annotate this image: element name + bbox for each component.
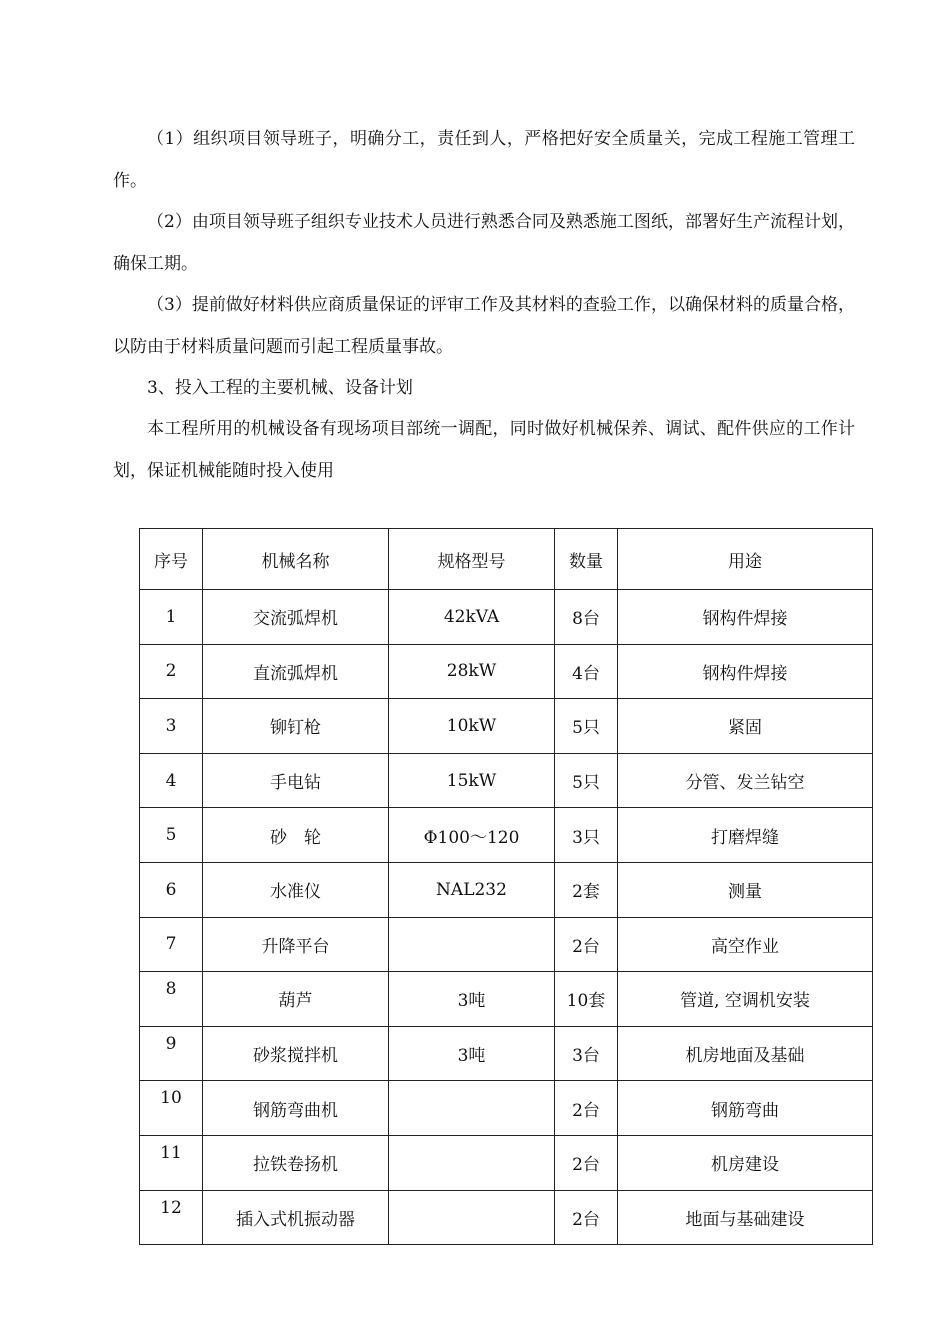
cell-index: 1 [140, 590, 203, 645]
cell-quantity: 2台 [555, 1135, 618, 1190]
cell-spec: 15kW [389, 753, 555, 808]
header-quantity: 数量 [555, 529, 618, 590]
table-row [140, 1081, 873, 1136]
table-row [140, 1135, 873, 1190]
table-row [140, 699, 873, 754]
cell-index: 6 [140, 862, 203, 917]
cell-machine-name: 插入式机振动器 [203, 1190, 389, 1245]
cell-quantity: 2台 [555, 1081, 618, 1136]
cell-quantity: 2台 [555, 1190, 618, 1245]
cell-machine-name: 砂 轮 [203, 808, 389, 863]
cell-quantity: 4台 [555, 644, 618, 699]
table-row [140, 972, 873, 1027]
cell-machine-name: 钢筋弯曲机 [203, 1081, 389, 1136]
cell-spec: Φ100～120 [389, 808, 555, 863]
intro-paragraph: 本工程所用的机械设备有现场项目部统一调配，同时做好机械保养、调试、配件供应的工作计划，保证机械能随时投入使用 [113, 419, 855, 481]
table-row [140, 808, 873, 863]
cell-index: 8 [140, 972, 203, 1027]
cell-machine-name: 砂浆搅拌机 [203, 1026, 389, 1081]
cell-spec: 3吨 [389, 972, 555, 1027]
cell-machine-name: 升降平台 [203, 917, 389, 972]
paragraph-1: （1）组织项目领导班子，明确分工，责任到人，严格把好安全质量关，完成工程施工管理工作。 [113, 129, 855, 191]
header-spec: 规格型号 [389, 529, 555, 590]
section-heading: 3、投入工程的主要机械、设备计划 [147, 378, 413, 398]
cell-purpose: 机房建设 [618, 1135, 873, 1190]
paragraph-3: （3）提前做好材料供应商质量保证的评审工作及其材料的查验工作，以确保材料的质量合格，以防由于材料质量问题而引起工程质量事故。 [113, 295, 855, 357]
cell-index: 11 [140, 1135, 203, 1190]
equipment-table [139, 528, 873, 1245]
cell-machine-name: 手电钻 [203, 753, 389, 808]
cell-index: 3 [140, 699, 203, 754]
cell-index: 10 [140, 1081, 203, 1136]
cell-machine-name: 直流弧焊机 [203, 644, 389, 699]
cell-spec [389, 1135, 555, 1190]
cell-machine-name: 交流弧焊机 [203, 590, 389, 645]
cell-quantity: 5只 [555, 753, 618, 808]
cell-quantity: 3台 [555, 1026, 618, 1081]
cell-spec [389, 917, 555, 972]
cell-index: 5 [140, 808, 203, 863]
header-index: 序号 [140, 529, 203, 590]
cell-spec: 10kW [389, 699, 555, 754]
cell-purpose: 机房地面及基础 [618, 1026, 873, 1081]
cell-purpose: 钢筋弯曲 [618, 1081, 873, 1136]
table-row [140, 1190, 873, 1245]
cell-machine-name: 水准仪 [203, 862, 389, 917]
cell-quantity: 10套 [555, 972, 618, 1027]
table-row [140, 917, 873, 972]
table-row [140, 644, 873, 699]
table-row [140, 590, 873, 645]
cell-quantity: 2套 [555, 862, 618, 917]
cell-index: 4 [140, 753, 203, 808]
table-row [140, 753, 873, 808]
cell-quantity: 2台 [555, 917, 618, 972]
cell-spec: NAL232 [389, 862, 555, 917]
cell-purpose: 紧固 [618, 699, 873, 754]
cell-spec: 28kW [389, 644, 555, 699]
cell-spec [389, 1190, 555, 1245]
cell-machine-name: 拉铁卷扬机 [203, 1135, 389, 1190]
cell-index: 12 [140, 1190, 203, 1245]
cell-index: 7 [140, 917, 203, 972]
paragraph-2: （2）由项目领导班子组织专业技术人员进行熟悉合同及熟悉施工图纸，部署好生产流程计划，确保工期。 [113, 212, 855, 274]
cell-purpose: 打磨焊缝 [618, 808, 873, 863]
header-purpose: 用途 [618, 529, 873, 590]
table-row [140, 1026, 873, 1081]
cell-quantity: 3只 [555, 808, 618, 863]
cell-index: 9 [140, 1026, 203, 1081]
cell-quantity: 5只 [555, 699, 618, 754]
header-machine-name: 机械名称 [203, 529, 389, 590]
cell-purpose: 管道, 空调机安装 [618, 972, 873, 1027]
cell-quantity: 8台 [555, 590, 618, 645]
cell-purpose: 测量 [618, 862, 873, 917]
cell-spec: 3吨 [389, 1026, 555, 1081]
cell-machine-name: 铆钉枪 [203, 699, 389, 754]
cell-purpose: 地面与基础建设 [618, 1190, 873, 1245]
cell-purpose: 分管、发兰钻空 [618, 753, 873, 808]
cell-purpose: 钢构件焊接 [618, 590, 873, 645]
table-header-row [140, 529, 873, 590]
table-row [140, 862, 873, 917]
cell-index: 2 [140, 644, 203, 699]
cell-machine-name: 葫芦 [203, 972, 389, 1027]
cell-spec: 42kVA [389, 590, 555, 645]
cell-spec [389, 1081, 555, 1136]
cell-purpose: 钢构件焊接 [618, 644, 873, 699]
cell-purpose: 高空作业 [618, 917, 873, 972]
